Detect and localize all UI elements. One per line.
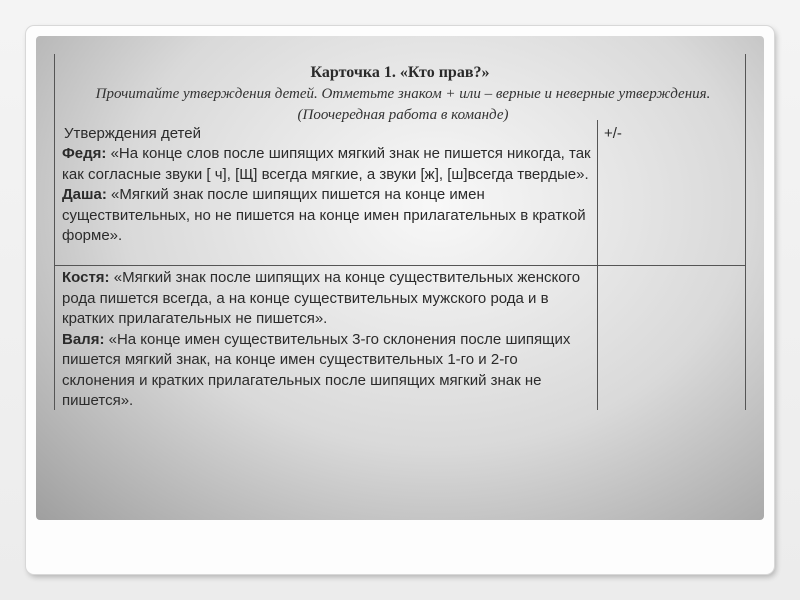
header-mark: +/- — [604, 125, 622, 142]
task-card — [54, 54, 746, 414]
speaker-name: Даша: — [62, 186, 107, 203]
table-row-divider — [54, 265, 746, 266]
statement-dasha — [62, 185, 592, 247]
header-statements-label: Утверждения детей — [64, 125, 201, 142]
speaker-name: Федя: — [62, 145, 107, 162]
statement-fedya — [62, 144, 592, 185]
statement-text: «На конце слов после шипящих мягкий знак не пишется никогда, так как согласные звуки [ ч], [Щ] всегда мягкие, а звуки [ж], [ш]всегда твердые». — [62, 145, 591, 183]
card-title: Карточка 1. «Кто прав?» — [310, 64, 490, 81]
row-2-statements — [62, 268, 592, 412]
statement-text: «Мягкий знак после шипящих пишется на конце имен существительных, но не пишется на конце имен прилагательных в краткой форме». — [62, 186, 586, 244]
statement-text: «На конце имен существительных 3-го склонения после шипящих пишется мягкий знак, на конце имен существительных 1-го и 2-го склонения и кратких прилагательных после шипящих мягкий знак не пишется». — [62, 330, 571, 409]
header-statements — [64, 124, 594, 145]
table-border-right — [745, 54, 746, 410]
statement-valya — [62, 330, 592, 412]
speaker-name: Валя: — [62, 330, 105, 348]
statement-text: «Мягкий знак после шипящих на конце существительных женского рода пишется всегда, а на конце существительных мужского рода и в кратких прилагательных не пишется». — [62, 269, 581, 327]
statement-kostya — [62, 268, 592, 330]
card-instructions: Прочитайте утверждения детей. Отметьте знаком + или – верные и неверные утверждения. (Поочередная работа в команде) — [95, 86, 711, 123]
table-border-left — [54, 54, 55, 410]
row-1-statements — [62, 144, 592, 247]
speaker-name: Костя: — [62, 269, 110, 286]
